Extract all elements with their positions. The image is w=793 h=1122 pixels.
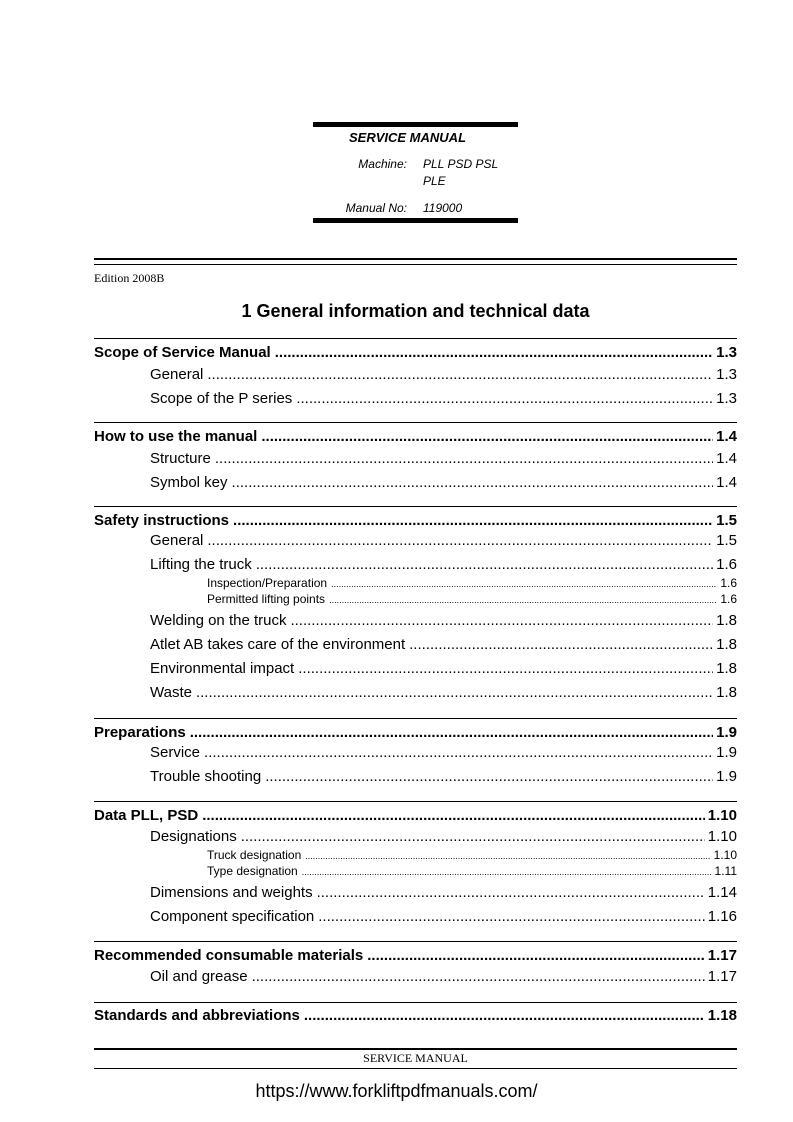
toc-entry[interactable] [150, 744, 737, 761]
section-separator [94, 506, 737, 507]
toc-entry-page: 1.8 [716, 636, 737, 653]
section-separator [94, 801, 737, 802]
toc-entry-title: Environmental impact [150, 660, 295, 677]
toc-dot-leader [202, 807, 705, 824]
toc-subentry[interactable] [207, 592, 737, 606]
manual-no-value: 119000 [423, 201, 463, 215]
toc-entry-page: 1.10 [707, 807, 737, 824]
footer-bottom-rule [94, 1068, 737, 1069]
toc-entry-title: Service [150, 744, 201, 761]
toc-section-entry[interactable] [94, 947, 737, 964]
chapter-title: 1 General information and technical data [241, 301, 590, 321]
toc-dot-leader [304, 1007, 705, 1024]
toc-entry-page: 1.17 [707, 968, 737, 985]
toc-entry-title: Standards and abbreviations [94, 1007, 300, 1024]
toc-entry-title: Recommended consumable materials [94, 947, 364, 964]
toc-entry-title: Designations [150, 828, 237, 845]
section-separator [94, 941, 737, 942]
toc-entry[interactable] [150, 556, 737, 573]
toc-entry-title: Preparations [94, 724, 186, 741]
table-of-contents [94, 0, 737, 1122]
toc-entry[interactable] [150, 768, 737, 785]
toc-entry-page: 1.18 [707, 1007, 737, 1024]
toc-dot-leader [290, 612, 713, 629]
toc-section-entry[interactable] [94, 807, 737, 824]
toc-entry-page: 1.4 [716, 428, 737, 445]
section-separator [94, 1002, 737, 1003]
toc-dot-leader [317, 884, 705, 901]
toc-section-entry[interactable] [94, 1007, 737, 1024]
toc-dot-leader [207, 366, 713, 383]
machine-value-line2: PLE [423, 174, 446, 188]
toc-entry[interactable] [150, 828, 737, 845]
toc-entry-title: General [150, 366, 204, 383]
toc-entry[interactable] [150, 636, 737, 653]
toc-entry-page: 1.3 [716, 390, 737, 407]
toc-entry-page: 1.14 [707, 884, 737, 901]
toc-entry-title: Type designation [207, 864, 298, 878]
toc-entry-page: 1.4 [716, 450, 737, 467]
toc-entry-page: 1.6 [716, 556, 737, 573]
footer-text: SERVICE MANUAL [363, 1051, 468, 1065]
toc-entry-page: 1.4 [716, 474, 737, 491]
toc-entry-page: 1.8 [716, 612, 737, 629]
machine-label: Machine: [358, 157, 407, 171]
toc-entry[interactable] [150, 450, 737, 467]
toc-entry[interactable] [150, 908, 737, 925]
section-separator [94, 338, 737, 339]
toc-entry[interactable] [150, 884, 737, 901]
toc-entry-title: Dimensions and weights [150, 884, 313, 901]
toc-entry-page: 1.3 [716, 366, 737, 383]
toc-dot-leader [261, 428, 713, 445]
toc-dot-leader [298, 660, 713, 677]
toc-entry-title: General [150, 532, 204, 549]
toc-dot-leader [318, 908, 705, 925]
toc-dot-leader [196, 684, 713, 701]
toc-entry-title: Lifting the truck [150, 556, 252, 573]
section-separator [94, 422, 737, 423]
toc-section-entry[interactable] [94, 724, 737, 741]
toc-dot-leader [329, 595, 717, 605]
toc-entry-page: 1.10 [707, 828, 737, 845]
toc-entry-title: Trouble shooting [150, 768, 262, 785]
toc-entry[interactable] [150, 390, 737, 407]
toc-entry-page: 1.8 [716, 660, 737, 677]
header-title: SERVICE MANUAL [349, 130, 467, 145]
toc-dot-leader [409, 636, 713, 653]
toc-dot-leader [204, 744, 713, 761]
toc-section-entry[interactable] [94, 428, 737, 445]
toc-dot-leader [252, 968, 705, 985]
toc-entry-title: Component specification [150, 908, 315, 925]
toc-dot-leader [207, 532, 713, 549]
toc-entry-title: Waste [150, 684, 192, 701]
toc-entry[interactable] [150, 532, 737, 549]
toc-entry-title: Structure [150, 450, 211, 467]
toc-entry-page: 1.6 [720, 576, 737, 590]
toc-dot-leader [215, 450, 713, 467]
toc-entry-title: Scope of the P series [150, 390, 293, 407]
toc-entry-title: Scope of Service Manual [94, 344, 271, 361]
toc-entry-title: Permitted lifting points [207, 592, 326, 606]
toc-dot-leader [296, 390, 713, 407]
toc-entry-page: 1.5 [716, 532, 737, 549]
toc-entry-title: Atlet AB takes care of the environment [150, 636, 406, 653]
toc-entry-title: Inspection/Preparation [207, 576, 328, 590]
source-url[interactable]: https://www.forkliftpdfmanuals.com/ [255, 1081, 538, 1101]
toc-entry-page: 1.17 [707, 947, 737, 964]
toc-subentry[interactable] [207, 864, 737, 878]
toc-dot-leader [331, 579, 717, 589]
machine-value-line1: PLL PSD PSL [423, 157, 499, 171]
toc-dot-leader [302, 867, 712, 877]
toc-entry-page: 1.8 [716, 684, 737, 701]
toc-entry-page: 1.16 [707, 908, 737, 925]
toc-dot-leader [367, 947, 705, 964]
toc-entry-page: 1.5 [716, 512, 737, 529]
toc-entry-title: Symbol key [150, 474, 228, 491]
toc-subentry[interactable] [207, 848, 737, 862]
toc-entry[interactable] [150, 968, 737, 985]
toc-entry[interactable] [150, 660, 737, 677]
toc-entry-page: 1.9 [716, 744, 737, 761]
toc-subentry[interactable] [207, 576, 737, 590]
toc-entry-page: 1.9 [716, 768, 737, 785]
toc-dot-leader [190, 724, 713, 741]
toc-entry-page: 1.11 [714, 864, 737, 878]
toc-entry-page: 1.10 [713, 848, 737, 862]
toc-entry-page: 1.9 [716, 724, 737, 741]
toc-entry[interactable] [150, 366, 737, 383]
toc-dot-leader [233, 512, 713, 529]
toc-entry-title: How to use the manual [94, 428, 258, 445]
toc-entry-title: Truck designation [207, 848, 302, 862]
toc-entry-page: 1.3 [716, 344, 737, 361]
toc-entry[interactable] [150, 474, 737, 491]
footer-rule [94, 1048, 737, 1050]
manual-no-label: Manual No: [345, 201, 407, 215]
toc-entry[interactable] [150, 684, 737, 701]
toc-section-entry[interactable] [94, 344, 737, 361]
toc-entry-title: Data PLL, PSD [94, 807, 199, 824]
toc-entry[interactable] [150, 612, 737, 629]
section-separator [94, 718, 737, 719]
toc-dot-leader [256, 556, 713, 573]
toc-entry-title: Safety instructions [94, 512, 230, 529]
toc-dot-leader [241, 828, 705, 845]
toc-entry-title: Welding on the truck [150, 612, 287, 629]
toc-dot-leader [275, 344, 713, 361]
toc-dot-leader [232, 474, 714, 491]
toc-dot-leader [305, 851, 710, 861]
edition-label: Edition 2008B [94, 271, 165, 285]
toc-dot-leader [265, 768, 713, 785]
toc-entry-title: Oil and grease [150, 968, 248, 985]
toc-entry-page: 1.6 [720, 592, 737, 606]
toc-section-entry[interactable] [94, 512, 737, 529]
